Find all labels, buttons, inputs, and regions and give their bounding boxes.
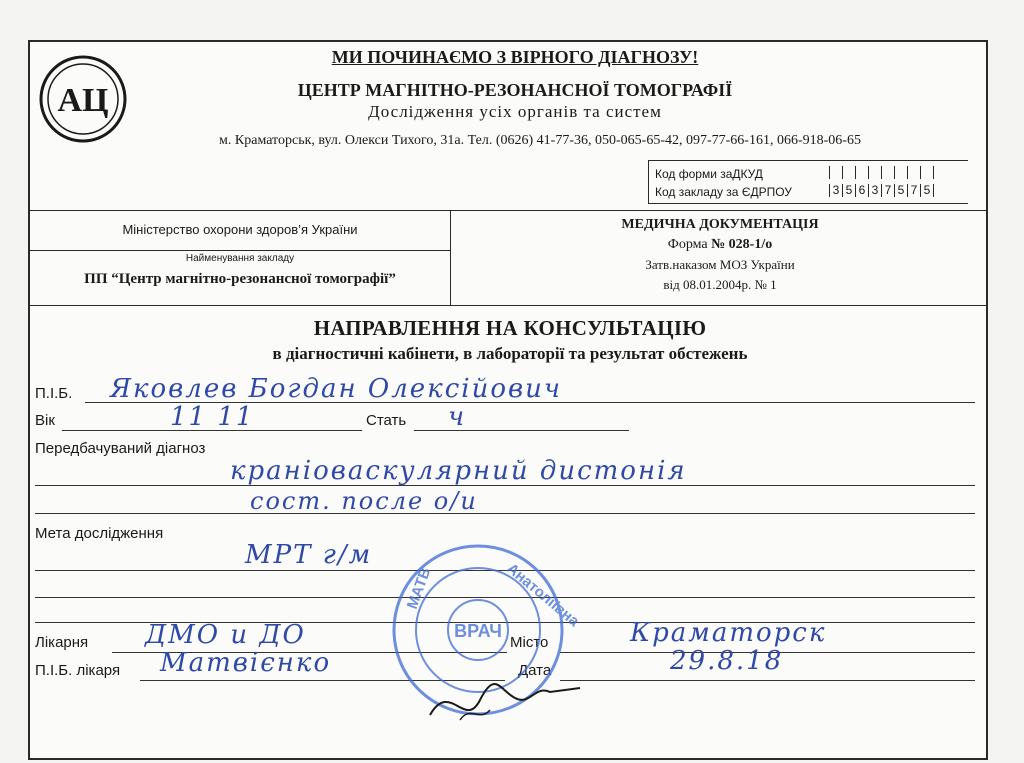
purpose-text[interactable]: МРТ г/м bbox=[245, 540, 373, 570]
clinic-logo-icon bbox=[38, 54, 128, 144]
ministry-name: Міністерство охорони здоров’я України bbox=[122, 222, 358, 237]
age-label: Вік bbox=[35, 412, 55, 429]
edrpou-digit: 5 bbox=[894, 184, 907, 197]
med-doc-title: МЕДИЧНА ДОКУМЕНТАЦІЯ bbox=[621, 217, 819, 232]
hospital-text[interactable]: ДМО и ДО bbox=[145, 620, 306, 650]
diagnosis-label: Передбачуваний діагноз bbox=[35, 440, 206, 457]
divider bbox=[28, 250, 450, 251]
dkud-label: Код форми заДКУД bbox=[655, 167, 763, 181]
patient-sex[interactable]: ч bbox=[448, 402, 467, 432]
divider bbox=[28, 210, 988, 211]
name-label: П.І.Б. bbox=[35, 385, 73, 402]
edrpou-digit: 5 bbox=[842, 184, 855, 197]
institution-name: ПП “Центр магнітно-резонансної томографії” bbox=[84, 271, 396, 287]
approval-date: від 08.01.2004р. № 1 bbox=[663, 277, 777, 292]
date-label: Дата bbox=[518, 662, 552, 679]
patient-age[interactable]: 11 11 bbox=[170, 402, 255, 432]
medical-documentation bbox=[455, 215, 985, 295]
form-number bbox=[455, 235, 985, 255]
form-title: НАПРАВЛЕННЯ НА КОНСУЛЬТАЦІЮ bbox=[313, 316, 707, 340]
diagnosis-line bbox=[35, 513, 975, 514]
city-label: Місто bbox=[510, 634, 549, 651]
patient-name[interactable]: Яковлев Богдан Олексійович bbox=[110, 374, 563, 404]
purpose-label: Мета дослідження bbox=[35, 525, 164, 542]
city-text[interactable]: Краматорск bbox=[630, 618, 827, 648]
dkud-cells bbox=[829, 166, 934, 179]
stamp-top-text: Анатоліївна bbox=[503, 560, 583, 631]
center-name: ЦЕНТР МАГНІТНО-РЕЗОНАНСНОЇ ТОМОГРАФІЇ bbox=[297, 80, 733, 100]
divider bbox=[28, 305, 988, 306]
edrpou-digit: 6 bbox=[855, 184, 868, 197]
sex-label: Стать bbox=[366, 412, 407, 429]
date-text[interactable]: 29.8.18 bbox=[670, 646, 784, 676]
tagline: Дослідження усіх органів та систем bbox=[368, 102, 662, 121]
edrpou-digit: 3 bbox=[829, 184, 842, 197]
sex-line bbox=[414, 430, 629, 431]
edrpou-digit: 3 bbox=[868, 184, 881, 197]
doctor-label: П.І.Б. лікаря bbox=[35, 662, 121, 679]
form-code: № 028-1/о bbox=[711, 237, 773, 252]
doctor-text[interactable]: Матвієнко bbox=[160, 648, 332, 678]
edrpou-digit: 7 bbox=[907, 184, 920, 197]
date-line bbox=[560, 680, 975, 681]
form-prefix: Форма bbox=[667, 237, 708, 252]
stamp-left-text: МАТВ bbox=[403, 565, 435, 612]
edrpou-cells bbox=[829, 184, 934, 197]
edrpou-digit: 5 bbox=[920, 184, 934, 197]
stamp-center-text: ВРАЧ bbox=[454, 621, 502, 641]
institution-caption: Найменування закладу bbox=[185, 253, 295, 264]
diagnosis-text-1[interactable]: краніоваскулярний дистонія bbox=[230, 456, 687, 486]
hospital-label: Лікарня bbox=[35, 634, 89, 651]
logo-text: АЦ bbox=[57, 82, 109, 119]
edrpou-label: Код закладу за ЄДРПОУ bbox=[655, 185, 792, 199]
approved-by: Затв.наказом МОЗ України bbox=[645, 257, 795, 272]
form-subtitle: в діагностичні кабінети, в лабораторії та результат обстежень bbox=[272, 344, 748, 363]
slogan: МИ ПОЧИНАЄМО З ВІРНОГО ДІАГНОЗУ! bbox=[331, 47, 699, 67]
edrpou-digit: 7 bbox=[881, 184, 894, 197]
code-box bbox=[648, 160, 968, 204]
address: м. Краматорськ, вул. Олекси Тихого, 31а. Тел. (0626) 41-77-36, 050-065-65-42, 097-77-66-161, 066-918-06-65 bbox=[219, 133, 861, 148]
signature-icon bbox=[420, 660, 600, 740]
divider bbox=[450, 210, 451, 305]
diagnosis-text-2[interactable]: сост. после о/и bbox=[250, 487, 478, 515]
